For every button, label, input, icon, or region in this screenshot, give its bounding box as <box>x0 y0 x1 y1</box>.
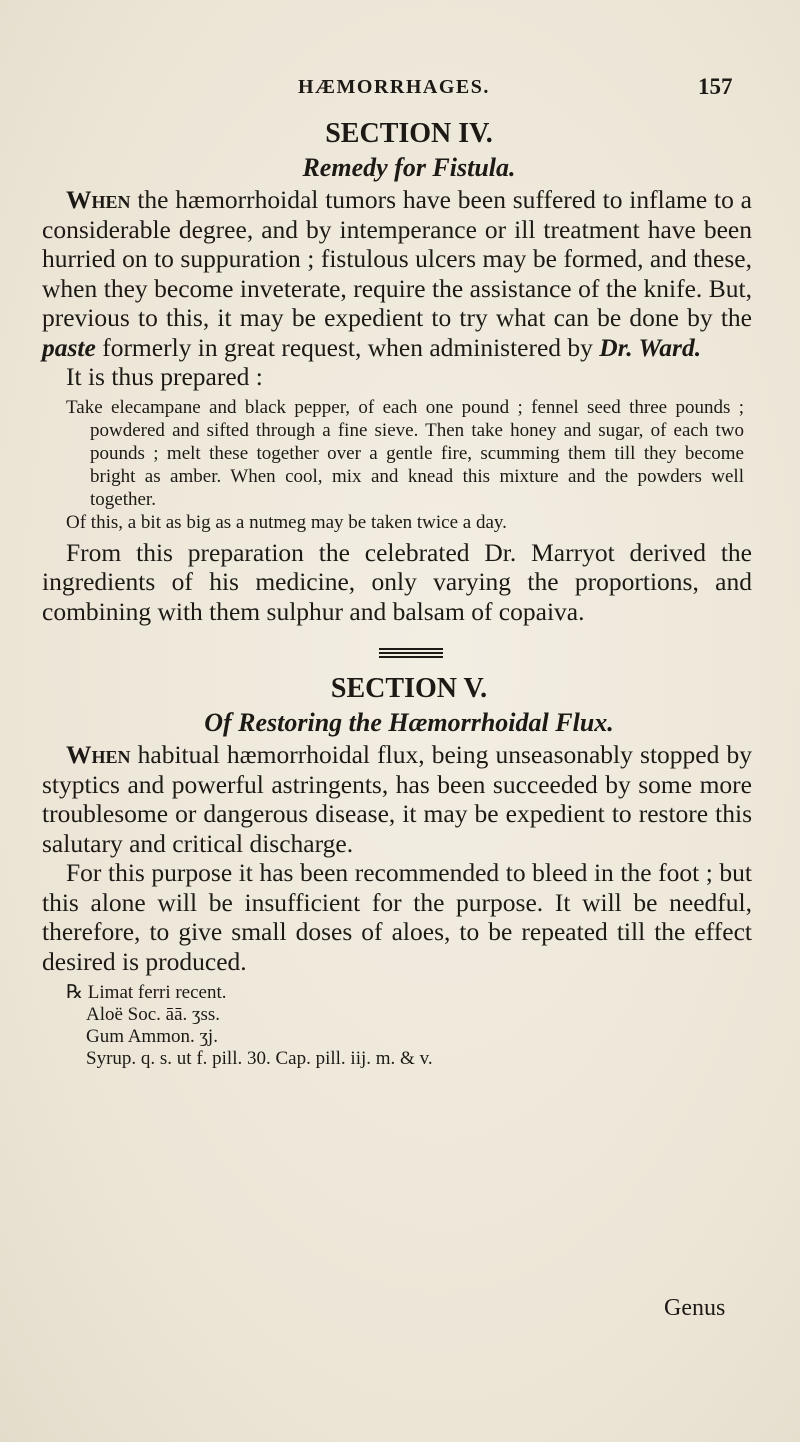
prescription-line: Syrup. q. s. ut f. pill. 30. Cap. pill. iij. m. & v. <box>86 1048 433 1069</box>
recipe-block <box>66 396 752 534</box>
section-iv-paragraph-3: From this preparation the celebrated Dr. Marryot derived the ingredients of his medicine, only varying the proportions, and combining with them sulphur and balsam of copaiva. <box>42 537 752 626</box>
page-body <box>42 117 752 1070</box>
running-head <box>0 76 800 106</box>
italic-name: Dr. Ward. <box>599 332 702 362</box>
section-iv-paragraph-1 <box>42 185 752 362</box>
running-title: HÆMORRHAGES. <box>298 76 490 98</box>
prescription <box>66 982 752 1070</box>
page-number: 157 <box>698 74 733 99</box>
section-v-paragraph-1 <box>42 740 752 858</box>
recipe-paragraph-2: Of this, a bit as big as a nutmeg may be taken twice a day. <box>66 511 507 533</box>
divider-rule <box>379 656 443 658</box>
italic-term: paste <box>42 332 96 362</box>
section-iv-subtitle: Remedy for Fistula. <box>302 153 516 182</box>
section-v-heading: SECTION V. <box>330 673 488 704</box>
lead-word: When <box>66 185 131 214</box>
section-v-subtitle: Of Restoring the Hæmorrhoidal Flux. <box>204 708 614 737</box>
paragraph-text: formerly in great request, when administered by <box>95 332 600 362</box>
lead-word: When <box>66 740 131 769</box>
recipe-paragraph-1: Take elecampane and black pepper, of each one pound ; fennel seed three pounds ; powdered and sifted through a fine sieve. Then take honey and sugar, of each two pounds ; melt these together over a gentle fire, scumming them till they become bright as amber. When cool, mix and knead this mixture and the powders well together. <box>66 396 744 510</box>
prescription-line: Aloë Soc. āā. ʒss. <box>86 1004 221 1025</box>
section-divider <box>379 648 443 658</box>
paragraph-text: habitual hæmorrhoidal flux, being unseasonably stopped by styptics and powerful astringents, has been succeeded by some more troublesome or dangerous disease, it may be expedient to restore this salutary and critical discharge. <box>42 740 752 858</box>
divider-rule <box>379 648 443 650</box>
paragraph-text: the hæmorrhoidal tumors have been suffered to inflame to a considerable degree, and by intemperance or ill treatment have been hurried on to suppuration ; fistulous ulcers may be formed, and these, when they become inveterate, require the assistance of the knife. But, previous to this, it may be expedient to try what can be done by the <box>42 185 752 332</box>
divider-rule <box>379 652 443 654</box>
prescription-line: Gum Ammon. ʒj. <box>86 1026 218 1047</box>
section-iv-paragraph-2: It is thus prepared : <box>66 362 263 391</box>
prescription-line: ℞ Limat ferri recent. <box>66 982 227 1003</box>
section-iv-heading: SECTION IV. <box>325 118 493 149</box>
section-v-paragraph-2: For this purpose it has been recommended to bleed in the foot ; but this alone will be insufficient for the purpose. It will be needful, therefore, to give small doses of aloes, to be repeated till the effect desired is produced. <box>42 858 752 976</box>
catchword: Genus <box>664 1295 726 1321</box>
